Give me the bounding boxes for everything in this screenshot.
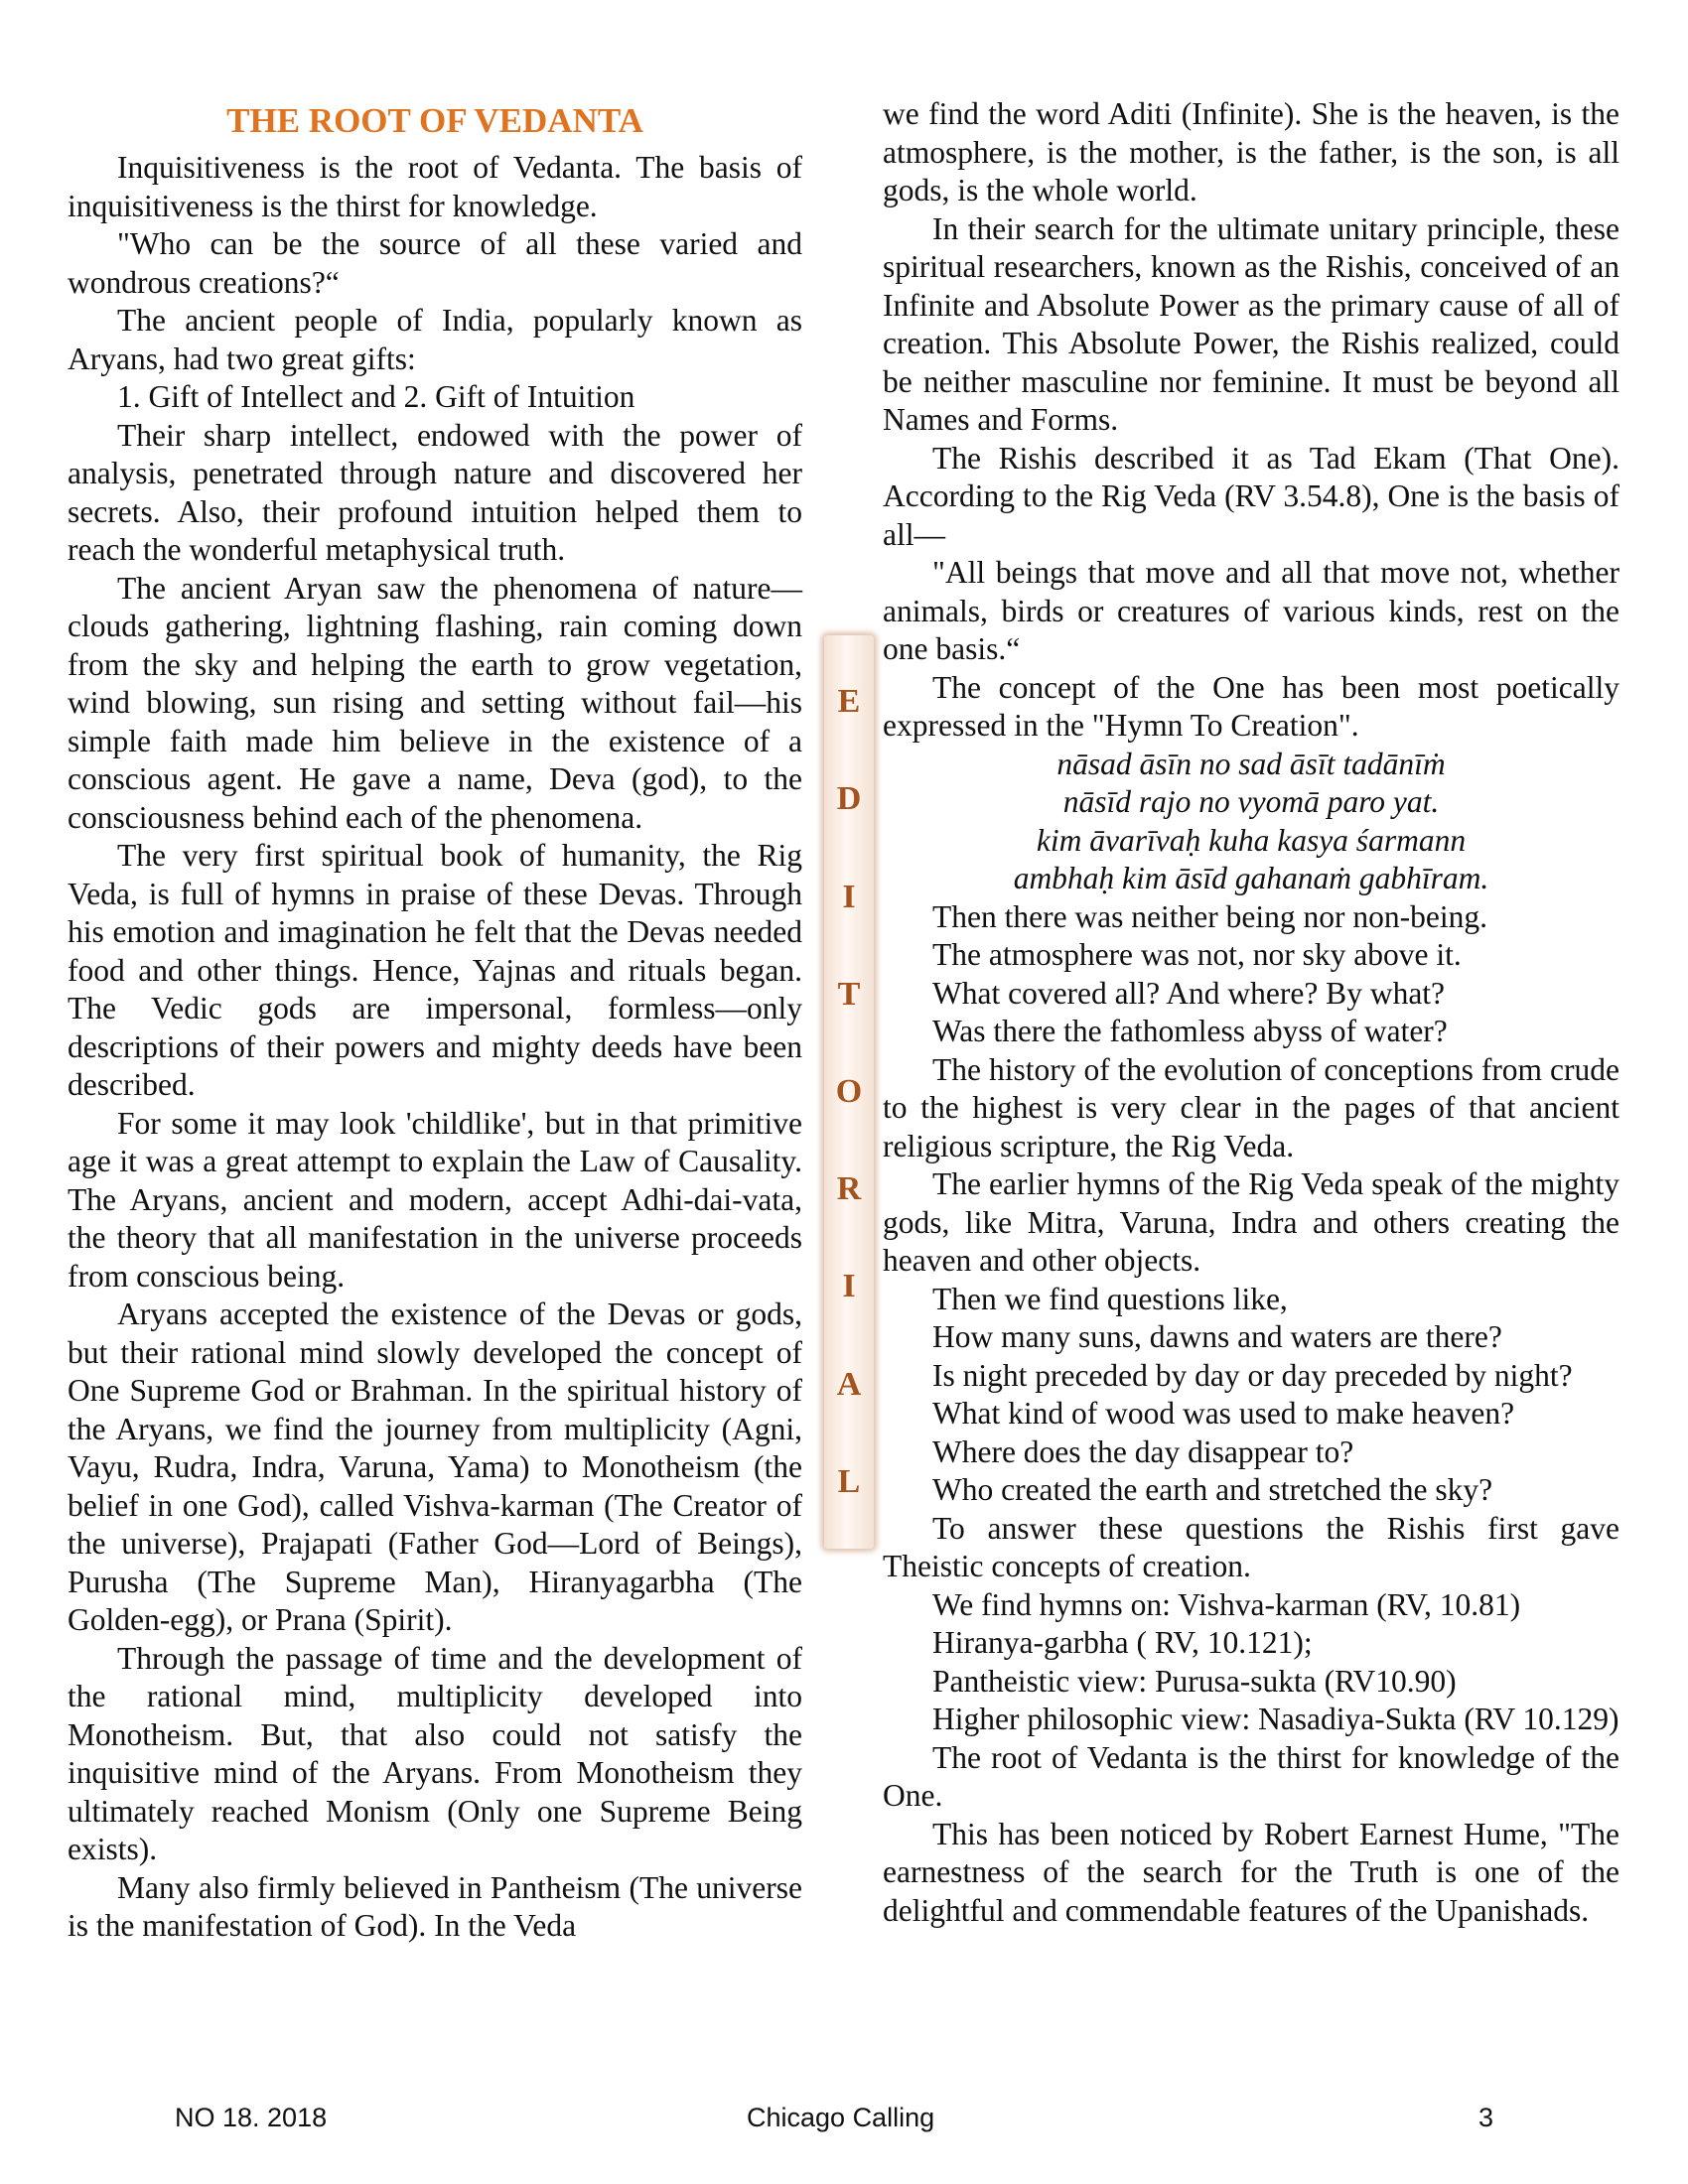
paragraph: To answer these questions the Rishis first gave Theistic concepts of creation. [883,1510,1619,1583]
paragraph: The atmosphere was not, nor sky above it. [932,937,1462,972]
editorial-letter: L [837,1462,861,1500]
paragraph: This has been noticed by Robert Earnest Hume, "The earnestness of the search for the Truth is one of the delightful and commendable features of the Upanishads. [883,1816,1619,1928]
paragraph: Then we find questions like, [932,1281,1288,1316]
editorial-letter: E [837,683,861,721]
paragraph: Hiranya-garbha ( RV, 10.121); [932,1625,1313,1660]
paragraph: We find hymns on: Vishva-karman (RV, 10.81) [932,1586,1521,1622]
paragraph: In their search for the ultimate unitary principle, these spiritual researchers, known as the Rishis, conceived of an Infinite and Absolute Power as the primary cause of all of creation. This Absolute Power, the Rishis realized, could be neither masculine nor feminine. It must be beyond all Names and Forms. [883,210,1619,437]
paragraph: The very first spiritual book of humanity, the Rig Veda, is full of hymns in praise of these Devas. Through his emotion and imagination he felt that the Devas needed food and other things. Hence, Yajnas and rituals began. The Vedic gods are impersonal, formless—only descriptions of their powers and mighty deeds have been described. [68,838,802,1102]
paragraph: Is night preceded by day or day preceded by night? [932,1357,1573,1393]
paragraph: The root of Vedanta is the thirst for knowledge of the One. [883,1739,1619,1813]
paragraph: "All beings that move and all that move not, whether animals, birds or creatures of various kinds, rest on the one basis.“ [883,555,1619,666]
paragraph: Was there the fathomless abyss of water? [932,1014,1448,1048]
paragraph: The ancient Aryan saw the phenomena of nature—clouds gathering, lightning flashing, rain coming down from the sky and helping the earth to grow vegetation, wind blowing, sun rising and setting without fail—his simple faith made him believe in the existence of a conscious agent. He gave a name, Deva (god), to the consciousness behind each of the phenomena. [68,570,802,835]
paragraph: Their sharp intellect, endowed with the power of analysis, penetrated through nature and discovered her secrets. Also, their profound intuition helped them to reach the wonderful metaphysical truth. [68,417,802,567]
footer-page-number: 3 [1478,2103,1494,2132]
paragraph: The Rishis described it as Tad Ekam (That One). According to the Rig Veda (RV 3.54.8), One is the basis of all— [883,440,1619,552]
editorial-letter: A [836,1365,862,1403]
paragraph: Where does the day disappear to? [932,1433,1354,1469]
paragraph: Many also firmly believed in Pantheism (The universe is the manifestation of God). In the Veda [68,1869,802,1943]
editorial-letter: O [835,1072,863,1110]
paragraph: we find the word Aditi (Infinite). She is the heaven, is the atmosphere, is the mother, is the father, is the son, is all gods, is the whole world. [883,96,1619,207]
footer-issue: NO 18. 2018 [175,2103,328,2132]
paragraph: The ancient people of India, popularly known as Aryans, had two great gifts: [68,303,802,376]
right-column [883,95,1619,1930]
paragraph: Inquisitiveness is the root of Vedanta. The basis of inquisitiveness is the thirst for knowledge. [68,150,802,223]
left-column [68,95,802,1946]
footer-publication: Chicago Calling [747,2103,935,2132]
editorial-vertical-banner [824,635,874,1549]
paragraph: The earlier hymns of the Rig Veda speak of the mighty gods, like Mitra, Varuna, Indra and others creating the heaven and other objects. [883,1166,1619,1278]
paragraph: For some it may look 'childlike', but in that primitive age it was a great attempt to explain the Law of Causality. The Aryans, ancient and modern, accept Adhi-dai-vata, the theory that all manifestation in the universe proceeds from conscious being. [68,1105,802,1294]
paragraph: The concept of the One has been most poetically expressed in the "Hymn To Creation". [883,669,1619,743]
paragraph: Then there was neither being nor non-being. [932,898,1487,934]
verse-line: kim āvarīvaḥ kuha kasya śarmann [1036,822,1467,858]
paragraph: The history of the evolution of conceptions from crude to the highest is very clear in the pages of that ancient religious scripture, the Rig Veda. [883,1051,1619,1163]
paragraph: "Who can be the source of all these varied and wondrous creations?“ [68,226,802,300]
paragraph: Higher philosophic view: Nasadiya-Sukta (RV 10.129) [932,1702,1619,1736]
editorial-letter: I [842,1268,856,1305]
editorial-letter: R [836,1170,862,1208]
paragraph: What covered all? And where? By what? [932,975,1446,1011]
verse-line: nāsīd rajo no vyomā paro yat. [1062,784,1440,819]
verse-line: ambhaḥ kim āsīd gahanaṁ gabhīram. [1013,861,1489,895]
paragraph: How many suns, dawns and waters are there? [932,1319,1502,1354]
editorial-letter: T [837,975,861,1013]
article-title: THE ROOT OF VEDANTA [226,101,643,140]
paragraph: 1. Gift of Intellect and 2. Gift of Intuition [117,379,635,414]
editorial-letter: I [842,878,856,915]
editorial-letter: D [836,780,862,818]
paragraph: Pantheistic view: Purusa-sukta (RV10.90) [932,1663,1457,1699]
paragraph: Aryans accepted the existence of the Devas or gods, but their rational mind slowly developed the concept of One Supreme God or Brahman. In the spiritual history of the Aryans, we find the journey from multiplicity (Agni, Vayu, Rudra, Indra, Varuna, Yama) to Monotheism (the belief in one God), called Vishva-karman (The Creator of the universe), Prajapati (Father God—Lord of Beings), Purusha (The Supreme Man), Hiranyagarbha (The Golden-egg), or Prana (Spirit). [68,1297,802,1637]
paragraph: Who created the earth and stretched the sky? [932,1472,1493,1507]
verse-line: nāsad āsīn no sad āsīt tadānīṁ [1056,746,1446,781]
paragraph: Through the passage of time and the development of the rational mind, multiplicity developed into Monotheism. But, that also could not satisfy the inquisitive mind of the Aryans. From Monotheism they ultimately reached Monism (Only one Supreme Being exists). [68,1640,802,1866]
page-footer [0,2103,1688,2142]
paragraph: What kind of wood was used to make heaven? [932,1396,1515,1431]
